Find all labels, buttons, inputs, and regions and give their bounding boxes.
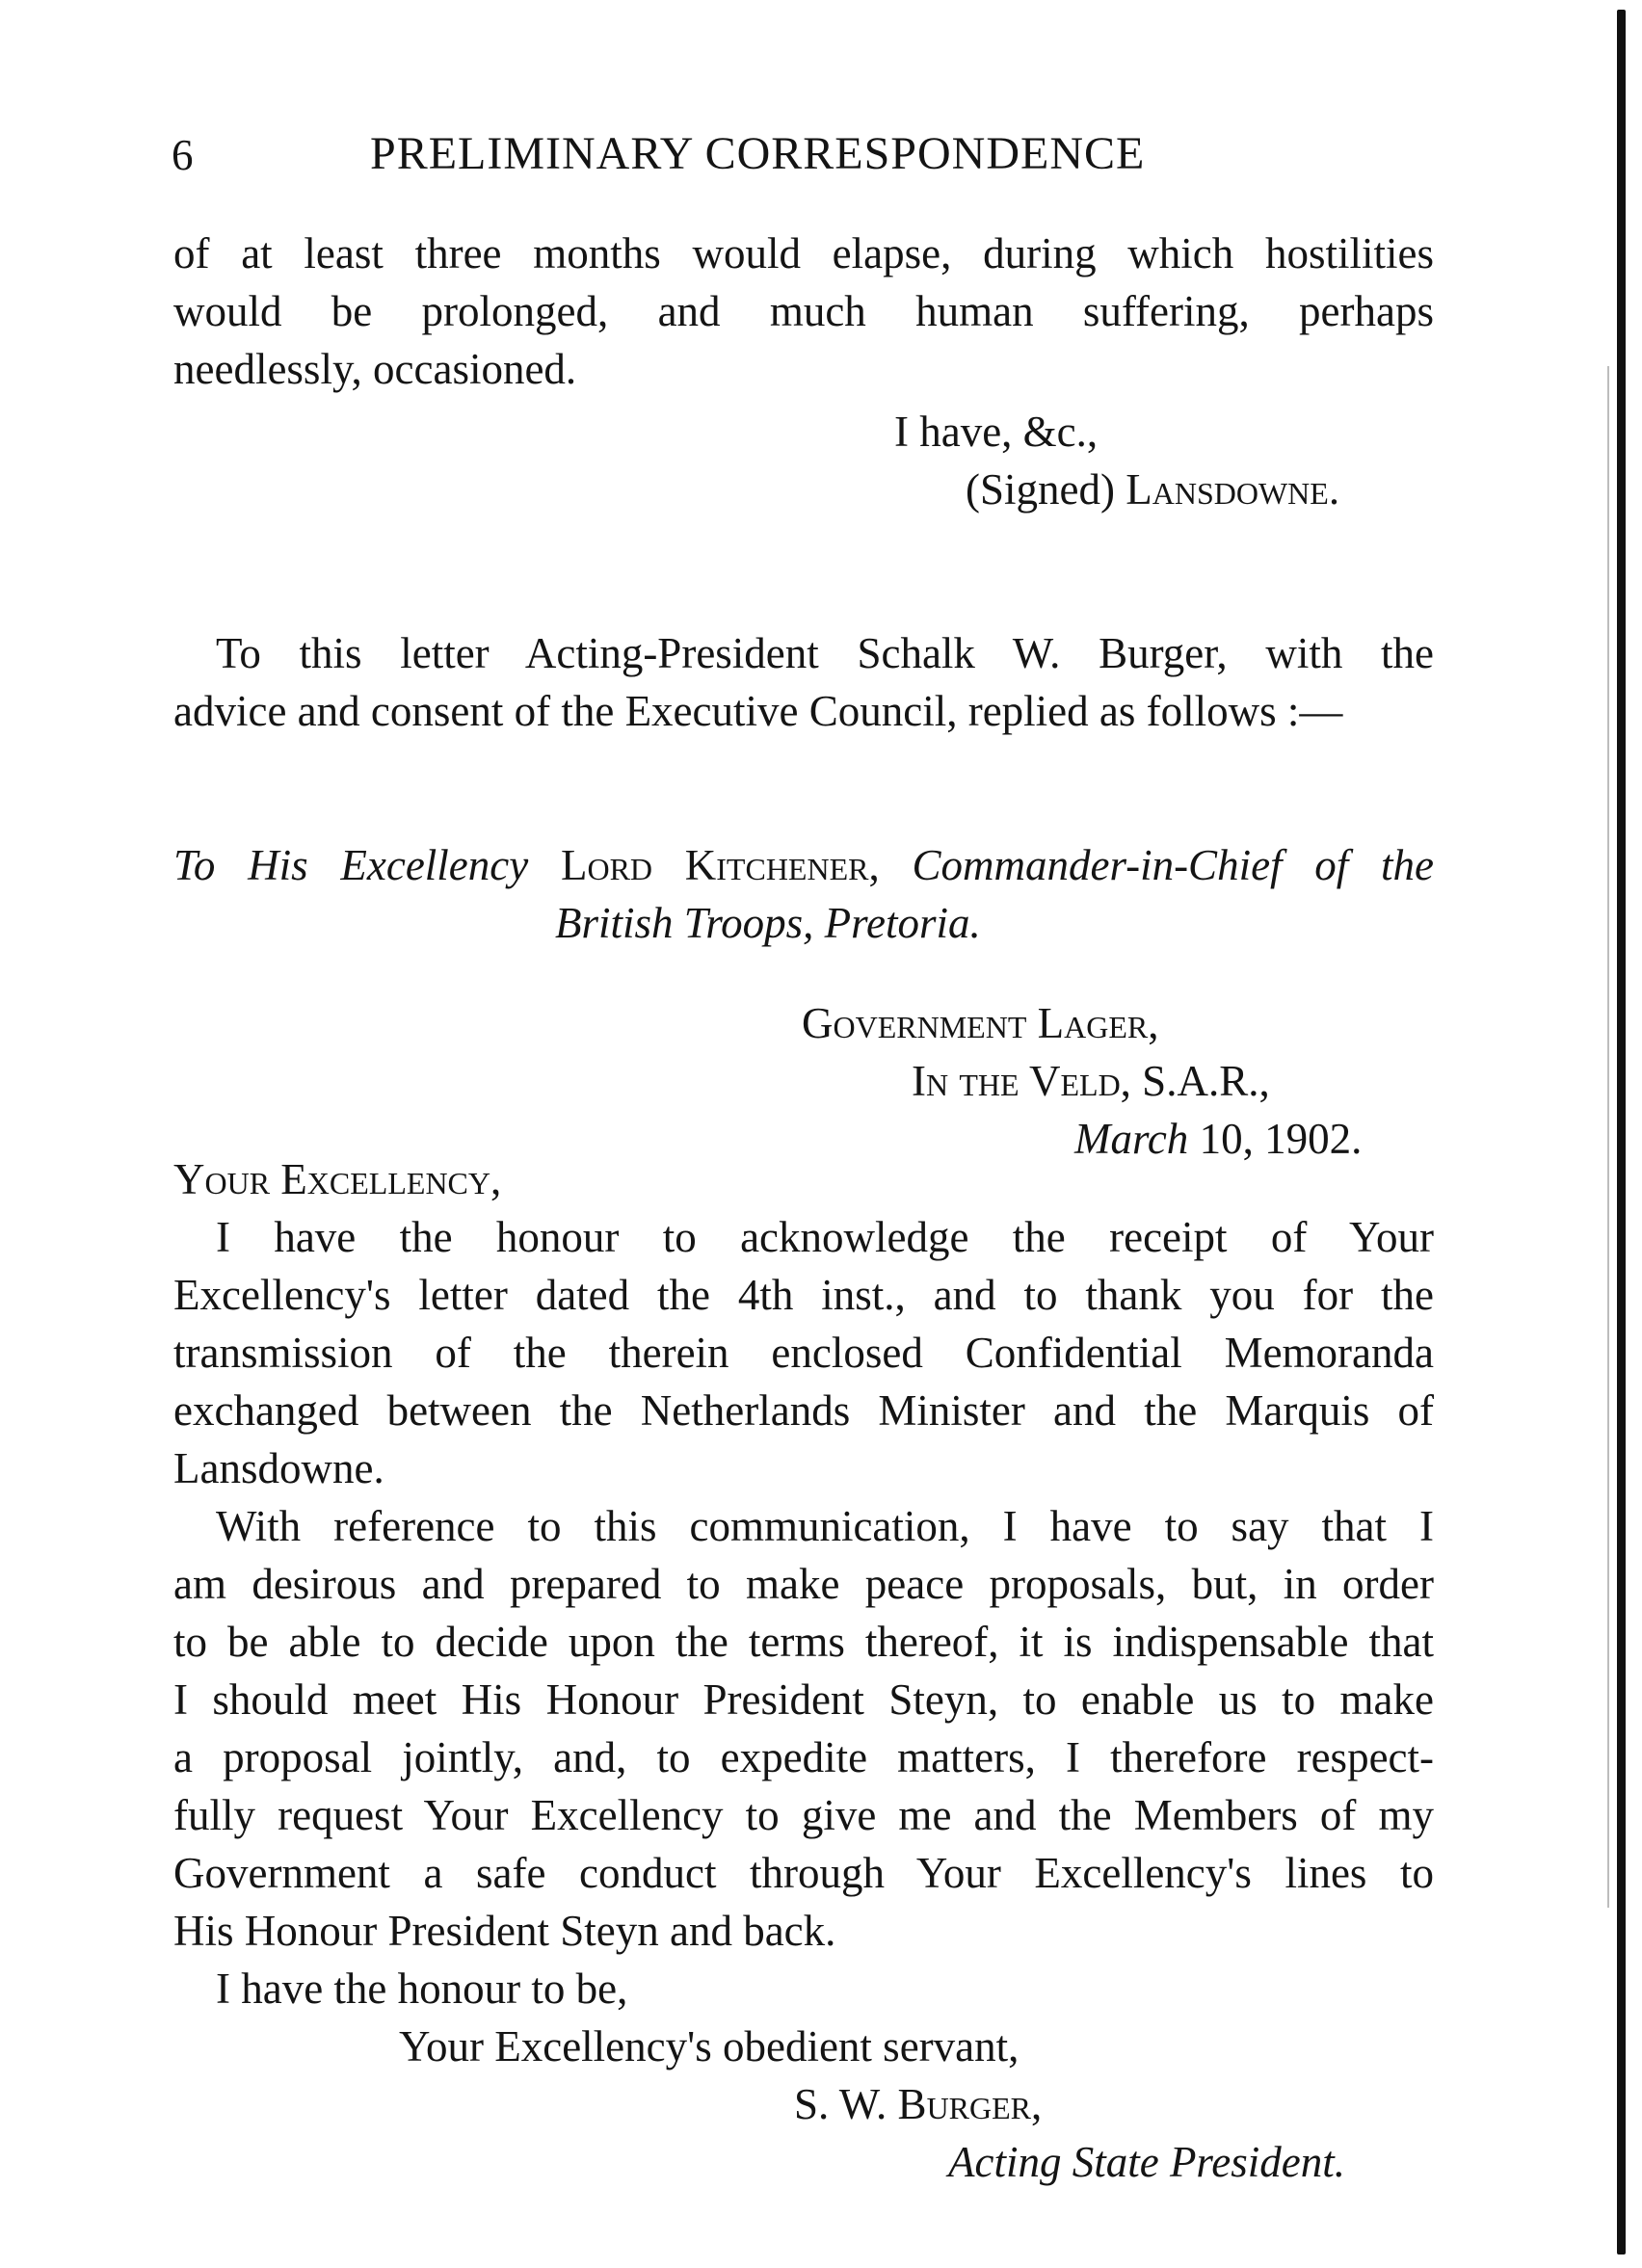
para1-line-3: transmission of the therein enclosed Confidential Memoranda — [173, 1329, 1434, 1377]
page-number: 6 — [172, 131, 194, 179]
intro-line-2: advice and consent of the Executive Council, replied as follows :— — [173, 687, 1343, 735]
closing-line-2: Your Excellency's obedient servant, — [399, 2022, 1020, 2070]
salutation: Your Excellency, — [173, 1155, 502, 1203]
addressee-title-1: Commander-in-Chief of the — [912, 841, 1435, 889]
address-line-1 — [173, 836, 1434, 894]
page-edge-line — [1607, 366, 1609, 1908]
date-month: March — [1074, 1115, 1189, 1163]
para1-line-4: exchanged between the Netherlands Minister and the Marquis of — [173, 1386, 1434, 1435]
signatory-burger: S. W. Burger, — [794, 2080, 1043, 2128]
para1-line-5: Lansdowne. — [173, 1444, 384, 1492]
para2-line-2: am desirous and prepared to make peace proposals, but, in order — [173, 1560, 1434, 1608]
signatory-title: Acting State President. — [948, 2138, 1345, 2186]
letter1-line-3: needlessly, occasioned. — [173, 345, 577, 393]
intro-line-1: To this letter Acting-President Schalk W. Burger, with the — [216, 629, 1434, 677]
para1-line-2: Excellency's letter dated the 4th inst., and to thank you for the — [173, 1271, 1434, 1319]
addressee-name: Lord Kitchener, — [560, 841, 880, 889]
para2-line-5: a proposal jointly, and, to expedite matters, I therefore respect- — [173, 1733, 1434, 1781]
addressee-title-2: British Troops, Pretoria. — [555, 899, 981, 947]
letter1-closing: I have, &c., — [894, 408, 1099, 456]
signatory-lansdowne: Lansdowne. — [1126, 465, 1340, 514]
dateline-place-2: In the Veld, S.A.R., — [912, 1057, 1270, 1105]
para2-line-6: fully request Your Excellency to give me and the Members of my — [173, 1791, 1434, 1839]
date-day-year: 10, 1902. — [1199, 1115, 1363, 1163]
para2-line-4: I should meet His Honour President Steyn, to enable us to make — [173, 1675, 1434, 1724]
signed-label: (Signed) — [966, 465, 1115, 514]
running-title: PRELIMINARY CORRESPONDENCE — [370, 128, 1146, 179]
address-prefix: To His Excellency — [173, 841, 529, 889]
para1-line-1: I have the honour to acknowledge the receipt of Your — [216, 1213, 1434, 1261]
para2-line-7: Government a safe conduct through Your Excellency's lines to — [173, 1849, 1434, 1897]
para2-line-3: to be able to decide upon the terms thereof, it is indispensable that — [173, 1618, 1434, 1666]
letter1-line-1: of at least three months would elapse, during which hostilities — [173, 229, 1434, 277]
dateline-place-1: Government Lager, — [802, 999, 1159, 1047]
page-edge-shadow — [1617, 10, 1626, 2255]
letter1-signature — [966, 461, 1339, 518]
para2-line-8: His Honour President Steyn and back. — [173, 1907, 836, 1955]
closing-line-1: I have the honour to be, — [216, 1965, 628, 2013]
letter1-line-2: would be prolonged, and much human suffering, perhaps — [173, 287, 1434, 335]
para2-line-1: With reference to this communication, I have to say that I — [216, 1502, 1434, 1550]
